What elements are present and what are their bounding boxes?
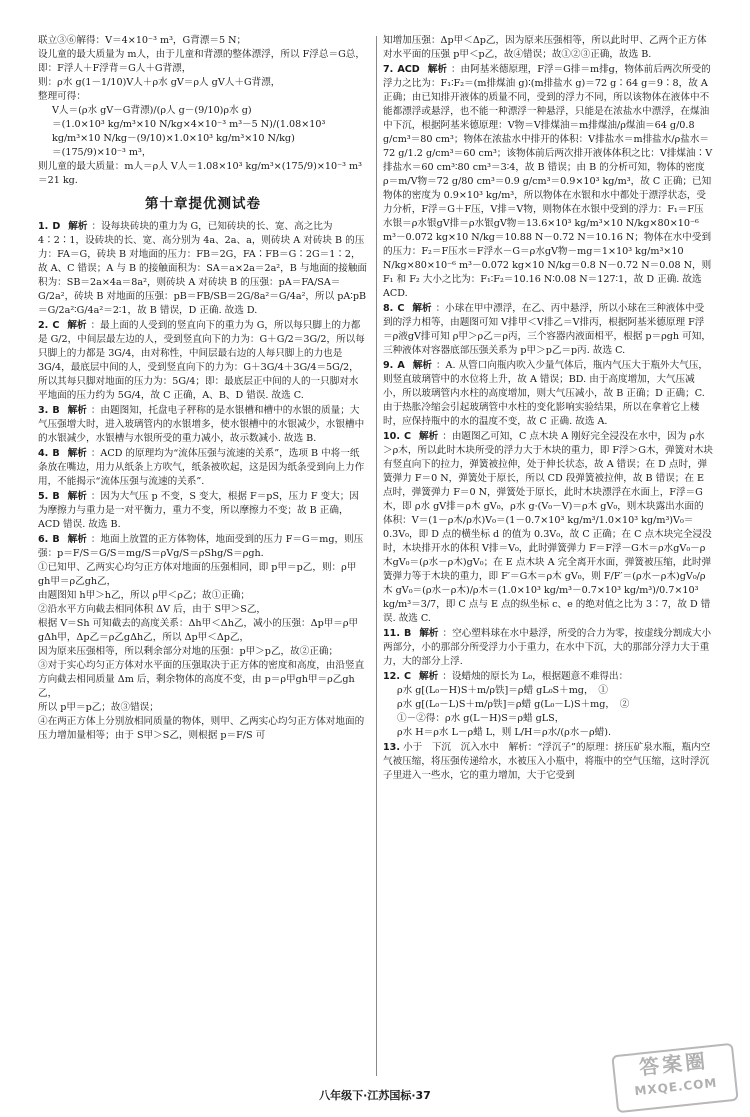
answer-item (383, 430, 713, 626)
equation-line: ρ水 g[(L₀－L)S＋m/ρ铁]＝ρ蜡 g(L₀－L)S＋mg， ② (397, 699, 630, 710)
item-number: 11. (383, 628, 400, 639)
item-answer: ACD (397, 64, 420, 75)
item-number: 8. (383, 303, 394, 314)
page-footer: 八年级下·江苏国标·37 (319, 1089, 431, 1102)
answer-item (383, 627, 713, 669)
item-answer: B (52, 490, 60, 502)
item-keyword: 解析 (419, 628, 439, 639)
equation-line: ρ水 g[(L₀－H)S＋m/ρ铁]＝ρ蜡 gL₀S＋mg， ① (397, 685, 608, 696)
item-number: 13. (383, 742, 400, 753)
answer-item (38, 319, 368, 403)
item-text: ：ACD 的原理均为“流体压强与流速的关系”，选项 B 中将一纸条放在嘴边，用力从纸条上方吹气，纸条被吹起，这是因为纸条受到向上力作用，不能揭示“流体压强与流速的关系”. (38, 447, 365, 487)
item-text: ：设每块砖块的重力为 G，已知砖块的长、宽、高之比为 4∶2∶1，设砖块的长、宽、高分别为 4a、2a、a，则砖块 A 对砖块 B 的压力：FA＝G，砖块 B 对地面的压力：FB＝2G，FA∶FB＝G∶2G＝1∶2，故 A、C 错误；A 与 B 的接触面积为：SA＝a×2a＝2a²，B 与地面的接触面积为：SB＝2a×4a＝8a²，则砖块 A 对砖块 B 的压强：pA＝FA/SA＝G/2a²，砖块 B 对地面的压强：pB＝FB/SB＝2G/8a²＝G/4a²，所以 pA∶pB＝G/2a²∶G/4a²＝2∶1，故 B 错误，D 正确. 故选 D. (38, 220, 368, 316)
item-number: 3. (38, 404, 49, 416)
equation-line: V人＝(ρ水 gV－G背漂)/(ρ人 g－(9/10)ρ水 g) (52, 105, 252, 116)
item-text: ：由题图知，托盘电子秤称的是水银槽和槽中的水银的质量；大气压强增大时，进入玻璃管内的水银增多，使水银槽中的水银减少，水银槽中的水银减少，水银槽与水银所受的重力减小，故示数减小. 故选 B. (38, 404, 365, 444)
text-line: 联立③⑥解得：V＝4×10⁻³ m³，G背漂＝5 N； (38, 35, 247, 46)
equation-line: ①－②得：ρ水 g(L－H)S＝ρ蜡 gLS， (397, 713, 565, 724)
item-answer: C (397, 303, 405, 314)
text-line: 由题图知 h甲＞h乙，所以 ρ甲＜ρ乙；故①正确； (38, 589, 251, 601)
text-line: 所以 p甲＝p乙；故③错误； (38, 701, 159, 713)
answer-item (38, 447, 368, 489)
text-line: 即：F浮人＋F浮背＝G人＋G背漂， (38, 63, 192, 74)
item-text: ：小球在甲中漂浮，在乙、丙中悬浮，所以小球在三种液体中受到的浮力相等，由题图可知 V排甲＜V排乙＝V排丙，根据阿基米德原理 F浮＝ρ液gV排可知 ρ甲＞ρ乙＝ρ丙，三个容器内液面相平，根据 p＝ρgh 可知，三种液体对容器底部压强关系为 p甲＞p乙＝p丙. 故选 C. (383, 303, 711, 356)
item-answer: B (52, 447, 60, 459)
text-line: 设儿童的最大质量为 m人，由于儿童和背漂的整体漂浮，所以 F浮总＝G总， (38, 49, 365, 60)
item-text: ：由阿基米德原理，F浮＝G排＝m排g，物体前后两次所受的浮力之比为：F₁∶F₂＝(m排煤油 g)∶(m排盐水 g)＝72 g∶64 g＝9∶8，故 A 正确；由已知排开液体的质量不同，受到的浮力不同，所以该物体在液体中不能都漂浮或悬浮，也不能一种漂浮一种悬浮，只能是在浓盐水中漂浮，在煤油中下沉，根据阿基米德原理：V物＝V排煤油＝m排煤油/ρ煤油＝64 g/0.8 g/cm³＝80 cm³；物体在浓盐水中排开的体积：V排盐水＝m排盐水/ρ盐水＝72 g/1.2 g/cm³＝60 cm³；该物体前后两次排开液体体积之比：V排煤油∶V排盐水＝60 cm³∶80 cm³＝3∶4，故 B 错误；由 B 的分析可知，物体的密度 ρ＝m/V物＝72 g/80 cm³＝0.9 g/cm³＝0.9×10³ kg/m³，故 C 正确；已知物体的密度为 0.9×10³ kg/m³，所以物体在水银和水中都处于漂浮状态，受力分析，F浮＝G＋F压，V排＝V物，则物体在水银中受到的浮力：F₁＝F压水银＝ρ水银gV排＝ρ水银gV物＝13.6×10³ kg/m³×10 N/kg×80×10⁻⁶ m³－0.072 kg×10 N/kg＝10.88 N－0.72 N＝10.16 N；物体在水中受到的压力：F₂＝F压水＝F浮水－G＝ρ水gV物－mg＝1×10³ kg/m³×10 N/kg×80×10⁻⁶ m³－0.072 kg×10 N/kg＝0.8 N－0.72 N＝0.08 N，则 F₁ 和 F₂ 大小之比为：F₁∶F₂＝10.16 N∶0.08 N＝127∶1，故 D 正确. 故选 ACD. (383, 64, 713, 299)
answer-item (38, 490, 368, 532)
column-divider (376, 36, 377, 1076)
item-number: 4. (38, 447, 49, 459)
answer-item (38, 220, 368, 318)
item-keyword: 解析 (412, 360, 432, 371)
answer-item (383, 63, 713, 301)
text-line: 整理可得： (38, 91, 86, 102)
watermark-line: MXQE.COM (633, 1075, 718, 1099)
text-line: 因为原来压强相等，所以剩余部分对地的压强：p甲＞p乙，故②正确； (38, 645, 339, 657)
item-number: 7. (383, 64, 394, 75)
text-line: ④在两正方体上分别放相同质量的物体，则甲、乙两实心均匀正方体对地面的压力增加量相等；由于 S甲＞S乙，则根据 p＝F/S 可 (38, 715, 365, 741)
item-answer: C (52, 319, 60, 331)
item-number: 10. (383, 431, 400, 442)
item-number: 5. (38, 490, 49, 502)
item-keyword: 解析 (419, 671, 439, 682)
item-text: ：空心塑料球在水中悬浮，所受的合力为零，按虚线分割成大小两部分，小的那部分所受浮力小于重力，在水中下沉，大的那部分浮力大于重力，大的部分上浮. (383, 628, 712, 667)
item-number: 9. (383, 360, 394, 371)
item-answer: B (404, 628, 412, 639)
answer-item (383, 359, 713, 429)
item-number: 2. (38, 319, 49, 331)
chapter-title: 第十章提优测试卷 (145, 196, 261, 212)
text-line: 则儿童的最大质量：m人＝ρ人 V人＝1.08×10³ kg/m³×(175/9)×10⁻³ m³＝21 kg. (38, 161, 362, 186)
text-line: ①已知甲、乙两实心均匀正方体对地面的压强相同，即 p甲＝p乙，则：ρ甲gh甲＝ρ乙gh乙， (38, 561, 357, 587)
item-keyword: 解析 (67, 490, 87, 502)
right-column (383, 34, 713, 783)
item-text: 小于 下沉 沉入水中 解析：“浮沉子”的原理：挤压矿泉水瓶，瓶内空气被压缩，将压强传递给水，水被压入小瓶中，将瓶中的空气压缩，这时浮沉子里进入一些水，它的重力增加，大于它受到 (383, 742, 711, 781)
item-text: ：最上面的人受到的竖直向下的重力为 G，所以每只脚上的力都是 G/2，中间层最左边的人，受到竖直向下的力为：G＋G/2＝3G/2，所以每只脚上的力都是 3G/4，由对称性，中间层最右边的人每只脚上的力也是 3G/4，最底层中间的人，受到竖直向下的力为：G＋3G/4＋3G/4＝5G/2，所以其每只脚对地面的压力为：5G/4；即：最底层正中间的人的一只脚对水平地面的压力约为 5G/4，故 C 正确，A、B、D 错误. 故选 C. (38, 319, 365, 401)
answer-item (38, 404, 368, 446)
item-answer: D (52, 220, 61, 232)
item-number: 1. (38, 220, 49, 232)
answer-item (383, 302, 713, 358)
text-line: ③对于实心均匀正方体对水平面的压强取决于正方体的密度和高度，由沿竖直方向截去相同质量 Δm 后，剩余物体的高度不变，由 p＝ρ甲gh甲＝ρ乙gh乙， (38, 659, 365, 699)
item-number: 6. (38, 533, 49, 545)
answer-item (383, 670, 713, 684)
answer-item (38, 533, 368, 561)
item-text: ：因为大气压 p 不变，S 变大，根据 F＝pS，压力 F 变大；因为摩擦力与重力是一对平衡力，重力不变，所以摩擦力不变；故 B 正确，ACD 错误. 故选 B. (38, 490, 359, 530)
item-answer: A (397, 360, 405, 371)
item-text: ：地面上放置的正方体物体，地面受到的压力 F＝G＝mg，则压强：p＝F/S＝G/S＝mg/S＝ρVg/S＝ρShg/S＝ρgh. (38, 533, 364, 559)
text-line: ②沿水平方向截去相同体积 ΔV 后，由于 S甲＞S乙， (38, 603, 267, 615)
item-answer: C (404, 671, 412, 682)
left-column (38, 34, 368, 743)
item-answer: C (404, 431, 412, 442)
answer-item (383, 741, 713, 783)
equation-line: ＝(175/9)×10⁻³ m³， (52, 147, 152, 158)
item-text: ：A. 从管口向瓶内吹入少量气体后，瓶内气压大于瓶外大气压，则竖直玻璃管中的水位将上升，故 A 错误；BD. 由于高度增加，大气压减小，所以玻璃管内水柱的高度增加，则大气压减小，故 B 正确；D 正确；C. 由于热胀冷缩会引起玻璃管中水柱的变化影响实验结果，所以在拿着它上楼时，应保持瓶中的水的温度不变，故 C 正确. 故选 A. (383, 360, 709, 427)
equation-line: ρ水 H＝ρ水 L－ρ蜡 L，则 L/H＝ρ水/(ρ水－ρ蜡). (397, 727, 612, 738)
item-keyword: 解析 (427, 64, 447, 75)
item-keyword: 解析 (67, 404, 87, 416)
item-answer: B (52, 404, 60, 416)
item-keyword: 解析 (67, 319, 87, 331)
text-line: 根据 V＝Sh 可知截去的高度关系：Δh甲＜Δh乙，减小的压强：Δp甲＝ρ甲gΔh甲，Δp乙＝ρ乙gΔh乙，所以 Δp甲＜Δp乙， (38, 617, 359, 643)
item-keyword: 解析 (412, 303, 432, 314)
item-text: ：由题图乙可知，C 点木块 A 刚好完全浸没在水中，因为 ρ水＞ρ木，所以此时木块所受的浮力大于木块的重力，即 F浮＞G木，弹簧对木块有竖直向下的拉力，弹簧被拉伸，处于伸长状态，故 A 错误；在 D 点时，弹簧弹力 F＝0 N，弹簧处于原长，所以 CD 段弹簧被拉伸，故 B 错误；在 E 点时，弹簧弹力 F＝0 N，弹簧处于原长，此时木块漂浮在水面上，F浮＝G木，即 ρ水 gV排＝ρ木 gV₀，ρ水 g·(V₀－V)＝ρ木 gV₀，则木块露出水面的体积：V＝(1－ρ木/ρ水)V₀＝(1－0.7×10³ kg/m³/1.0×10³ kg/m³)V₀＝0.3V₀，即 D 点的横坐标 d 的值为 0.3V₀，故 C 正确；在 C 点木块完全浸没时，木块排开水的体积 V排＝V₀，此时弹簧弹力 F＝F浮－G木＝ρ水gV₀－ρ木gV₀＝(ρ水－ρ木)gV₀；在 E 点木块 A 完全离开水面，弹簧被压缩，此时弹簧弹力等于木块的重力，即 F′＝G木＝ρ木 gV₀，则 F/F′＝(ρ水－ρ木)gV₀/ρ木 gV₀＝(ρ水－ρ木)/ρ木＝(1.0×10³ kg/m³－0.7×10³ kg/m³)/0.7×10³ kg/m³＝3/7，即 C 点与 E 点的纵坐标 c、e 的绝对值之比为 3∶7，故 D 错误. 故选 C. (383, 431, 714, 624)
item-keyword: 解析 (67, 447, 87, 459)
equation-line: ＝(1.0×10³ kg/m³×10 N/kg×4×10⁻³ m³－5 N)/(1.08×10³ kg/m³×10 N/kg－(9/10)×1.0×10³ kg/m³×10 N/kg) (52, 119, 326, 144)
item-number: 12. (383, 671, 400, 682)
item-keyword: 解析 (67, 533, 87, 545)
item-answer: B (52, 533, 60, 545)
item-text: ：设蜡烛的原长为 L₀，根据题意不难得出： (442, 671, 629, 682)
watermark-line: 答案圈 (637, 1048, 710, 1080)
text-line: 则：ρ水 g(1－1/10)V人＋ρ水 gV＝ρ人 gV人＋G背漂， (38, 77, 281, 88)
item-keyword: 解析 (68, 220, 88, 232)
text-line: 知增加压强：Δp甲＜Δp乙，因为原来压强相等，所以此时甲、乙两个正方体对水平面的压强 p甲＜p乙，故④错误；故①②③正确，故选 B. (383, 35, 707, 60)
item-keyword: 解析 (419, 431, 439, 442)
